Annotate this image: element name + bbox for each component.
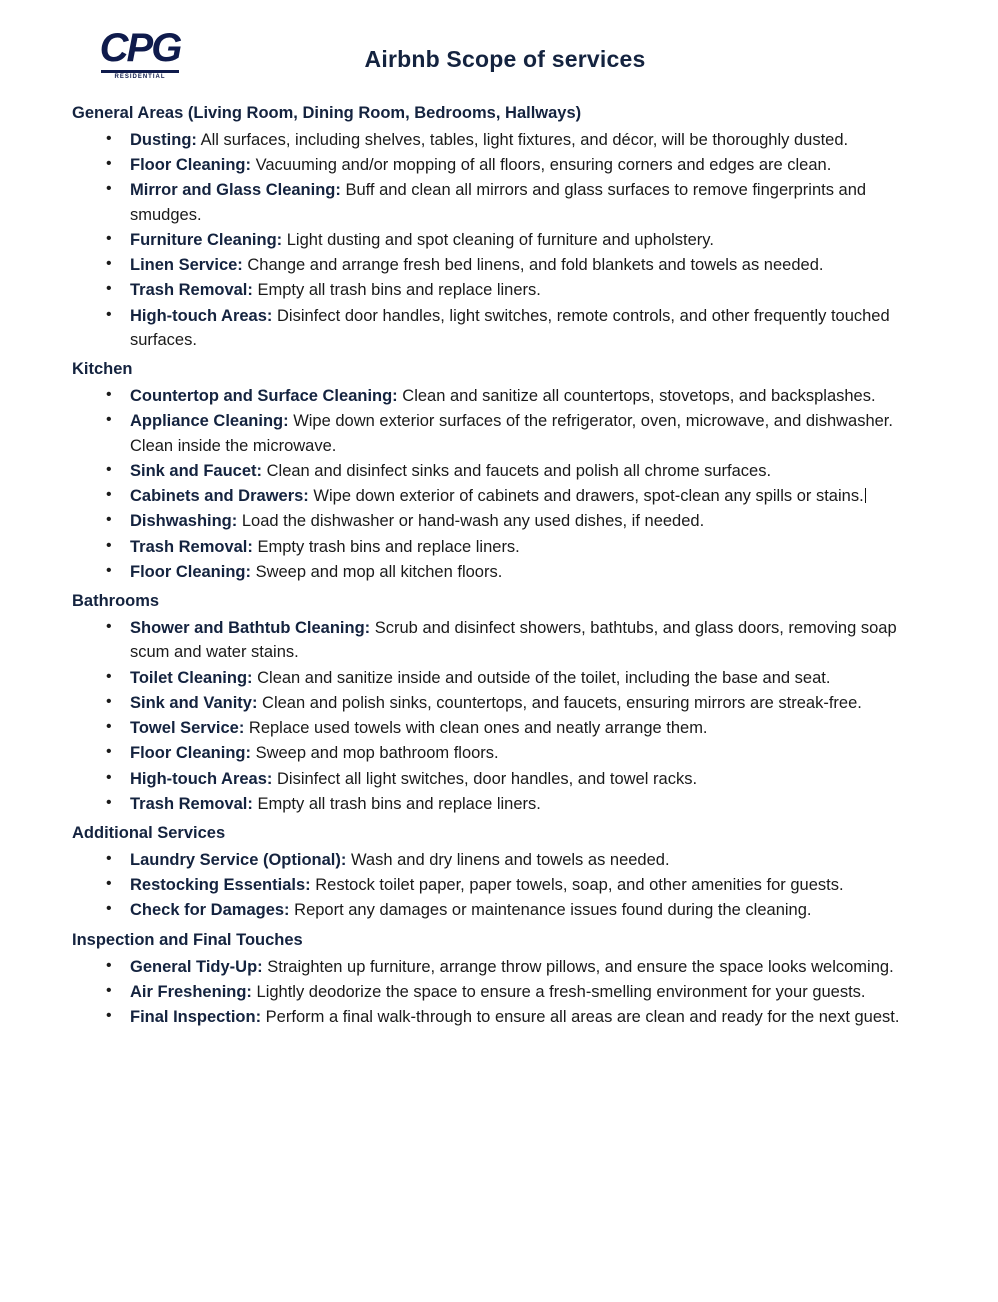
list-item-text: Change and arrange fresh bed linens, and fold blankets and towels as needed. (242, 256, 824, 275)
list-item-text: Disinfect door handles, light switches, remote controls, and other frequently touched surfaces. (130, 306, 890, 349)
list-item-text: Disinfect all light switches, door handles, and towel racks. (272, 769, 698, 788)
section-heading: Additional Services (72, 824, 226, 843)
list-item (72, 1005, 938, 1029)
list-item-text: Replace used towels with clean ones and neatly arrange them. (244, 719, 708, 738)
list-item-term: Trash Removal: (130, 281, 253, 300)
list-item (72, 691, 938, 715)
list-item (72, 848, 938, 872)
list-item (72, 792, 938, 816)
list-item (72, 616, 938, 665)
list-item-text: Empty all trash bins and replace liners. (252, 281, 541, 300)
list-item (72, 873, 938, 897)
list-item (72, 560, 938, 584)
list-item-term: Air Freshening: (130, 982, 252, 1001)
list-item-text: Clean and polish sinks, countertops, and faucets, ensuring mirrors are streak-free. (257, 693, 862, 712)
list-item-text: Sweep and mop all kitchen floors. (251, 562, 503, 581)
logo-subtext: RESIDENTIAL (114, 74, 166, 80)
list-item-term: Trash Removal: (130, 537, 253, 556)
list-item (72, 535, 938, 559)
page-title: Airbnb Scope of services (364, 46, 646, 72)
list-item-term: Final Inspection: (130, 1008, 262, 1027)
logo-underline (101, 70, 179, 73)
list-item-term: Sink and Faucet: (130, 461, 263, 480)
list-item-term: Mirror and Glass Cleaning: (130, 181, 341, 200)
list-item-term: Shower and Bathtub Cleaning: (130, 619, 371, 638)
text-cursor (865, 488, 866, 503)
list-item-text: Restock toilet paper, paper towels, soap, and other amenities for guests. (310, 876, 844, 895)
list-item-text: Clean and sanitize all countertops, stovetops, and backsplashes. (397, 387, 876, 406)
list-item-term: High-touch Areas: (130, 306, 273, 325)
section-heading: Bathrooms (72, 592, 160, 611)
list-item-text: Clean and sanitize inside and outside of the toilet, including the base and seat. (252, 668, 831, 687)
list-item-term: Sink and Vanity: (130, 693, 258, 712)
list-item-text: Straighten up furniture, arrange throw pillows, and ensure the space looks welcoming. (262, 957, 894, 976)
list-item (72, 509, 938, 533)
cpg-logo (94, 26, 186, 82)
list-item-term: Restocking Essentials: (130, 876, 311, 895)
logo-wordmark: CPG (99, 26, 181, 70)
document-header (72, 18, 938, 96)
list-item (72, 278, 938, 302)
list-item-text: Report any damages or maintenance issues found during the cleaning. (289, 901, 812, 920)
list-item (72, 253, 938, 277)
list-item (72, 459, 938, 483)
list-item-text: Wipe down exterior of cabinets and drawers, spot-clean any spills or stains. (308, 487, 864, 506)
list-item-term: Furniture Cleaning: (130, 230, 283, 249)
list-item (72, 980, 938, 1004)
list-item-text: Load the dishwasher or hand-wash any used dishes, if needed. (237, 512, 705, 531)
list-item (72, 898, 938, 922)
list-item-term: Toilet Cleaning: (130, 668, 253, 687)
section-list (72, 384, 938, 584)
section-list (72, 616, 938, 816)
section-heading: Kitchen (72, 360, 133, 379)
list-item (72, 384, 938, 408)
list-item-term: Countertop and Surface Cleaning: (130, 387, 398, 406)
list-item (72, 304, 938, 353)
list-item-term: Laundry Service (Optional): (130, 850, 347, 869)
list-item-term: Towel Service: (130, 719, 245, 738)
list-item-term: Cabinets and Drawers: (130, 487, 309, 506)
list-item-text: Lightly deodorize the space to ensure a fresh-smelling environment for your guests. (251, 982, 866, 1001)
list-item-term: Dishwashing: (130, 512, 238, 531)
list-item (72, 153, 938, 177)
list-item-term: Linen Service: (130, 256, 243, 275)
list-item-term: Check for Damages: (130, 901, 290, 920)
list-item-term: General Tidy-Up: (130, 957, 263, 976)
list-item (72, 767, 938, 791)
list-item-term: Trash Removal: (130, 794, 253, 813)
list-item-term: Appliance Cleaning: (130, 412, 289, 431)
list-item-text: Buff and clean all mirrors and glass surfaces to remove fingerprints and smudges. (130, 181, 867, 224)
section-heading: General Areas (Living Room, Dining Room, Bedrooms, Hallways) (72, 104, 582, 122)
list-item-term: Floor Cleaning: (130, 156, 251, 175)
list-item-text: Empty all trash bins and replace liners. (252, 794, 541, 813)
list-item-text: Wipe down exterior surfaces of the refrigerator, oven, microwave, and dishwasher. Clean inside the microwave. (130, 412, 893, 455)
section-list (72, 955, 938, 1030)
section-heading: Inspection and Final Touches (72, 930, 303, 949)
list-item-text: Perform a final walk-through to ensure all areas are clean and ready for the next guest. (261, 1008, 900, 1027)
list-item (72, 741, 938, 765)
list-item-text: Sweep and mop bathroom floors. (251, 744, 499, 763)
list-item-text: Vacuuming and/or mopping of all floors, ensuring corners and edges are clean. (251, 156, 832, 175)
list-item-term: Dusting: (130, 130, 197, 149)
list-item-text: Clean and disinfect sinks and faucets and polish all chrome surfaces. (262, 461, 772, 480)
list-item (72, 955, 938, 979)
list-item (72, 178, 938, 227)
list-item (72, 716, 938, 740)
list-item-term: Floor Cleaning: (130, 744, 251, 763)
document-body (72, 102, 938, 1029)
list-item-term: Floor Cleaning: (130, 562, 251, 581)
list-item (72, 228, 938, 252)
list-item-text: Scrub and disinfect showers, bathtubs, and glass doors, removing soap scum and water stains. (130, 619, 897, 662)
list-item-text: Empty trash bins and replace liners. (252, 537, 520, 556)
section-list (72, 848, 938, 923)
list-item-term: High-touch Areas: (130, 769, 273, 788)
list-item (72, 409, 938, 458)
list-item (72, 484, 938, 508)
list-item-text: Light dusting and spot cleaning of furniture and upholstery. (282, 230, 714, 249)
section-list (72, 128, 938, 352)
list-item (72, 128, 938, 152)
list-item (72, 666, 938, 690)
list-item-text: Wash and dry linens and towels as needed. (346, 850, 670, 869)
list-item-text: All surfaces, including shelves, tables, light fixtures, and décor, will be thoroughly dusted. (196, 130, 849, 149)
